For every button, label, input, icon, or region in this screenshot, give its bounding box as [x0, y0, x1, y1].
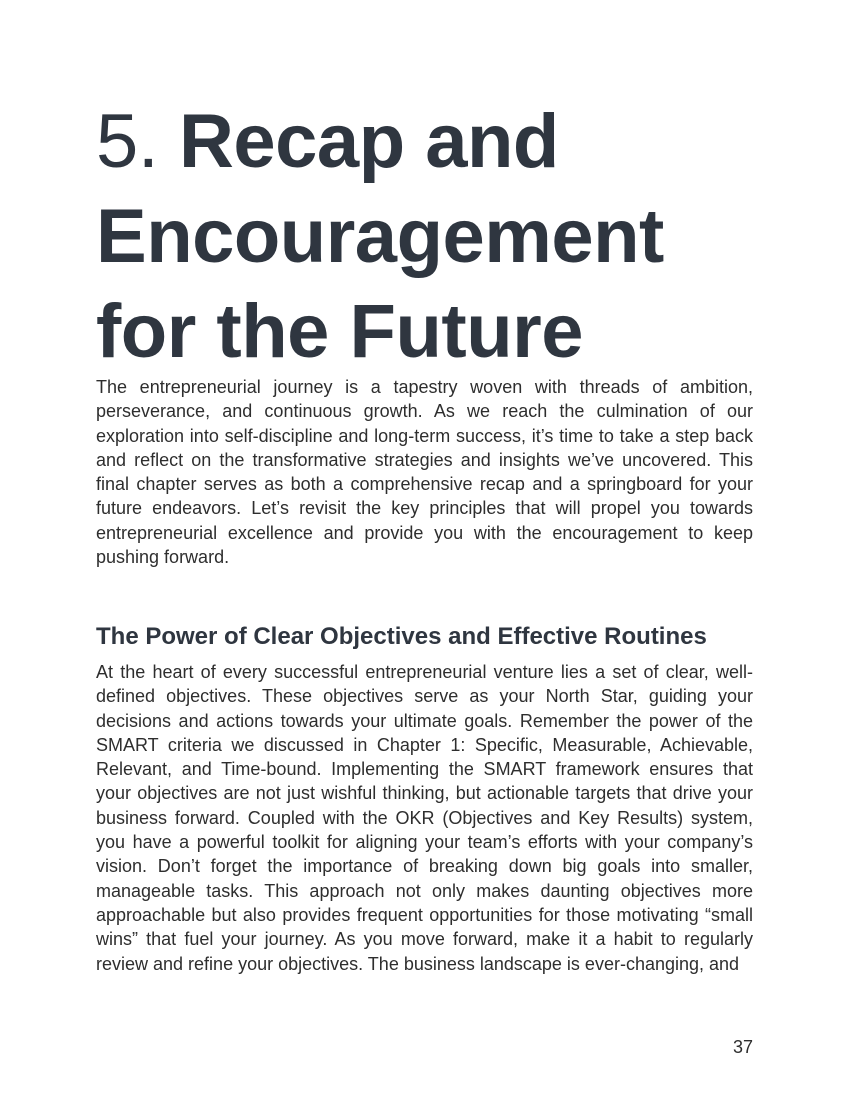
section-paragraph: At the heart of every successful entrepreneurial venture lies a set of clear, well-defined objectives. These objectives serve as your North Star, guiding your decisions and actions towards your ultimate goals. Remember the power of the SMART criteria we discussed in Chapter 1: Specific, Measurable, Achievable, Relevant, and Time-bound. Implementing the SMART framework ensures that your objectives are not just wishful thinking, but actionable targets that drive your business forward. Coupled with the OKR (Objectives and Key Results) system, you have a powerful toolkit for aligning your team’s efforts with your company’s vision. Don’t forget the importance of breaking down big goals into smaller, manageable tasks. This approach not only makes daunting objectives more approachable but also provides frequent opportunities for those motivating “small wins” that fuel your journey. As you move forward, make it a habit to regularly review and refine your objectives. The business landscape is ever-changing, and	[96, 662, 753, 974]
chapter-number: 5.	[96, 99, 159, 184]
section-heading: The Power of Clear Objectives and Effective Routines	[96, 623, 707, 650]
chapter-title	[96, 94, 776, 379]
page-number: 37	[732, 1037, 753, 1057]
chapter-name: Recap and Encouragement for the Future	[96, 99, 664, 374]
intro-paragraph: The entrepreneurial journey is a tapestry woven with threads of ambition, perseverance, and continuous growth. As we reach the culmination of our exploration into self-discipline and long-term success, it’s time to take a step back and reflect on the transformative strategies and insights we’ve uncovered. This final chapter serves as both a comprehensive recap and a springboard for your future endeavors. Let’s revisit the key principles that will propel you towards entrepreneurial excellence and provide you with the encouragement to keep pushing forward.	[96, 377, 753, 568]
